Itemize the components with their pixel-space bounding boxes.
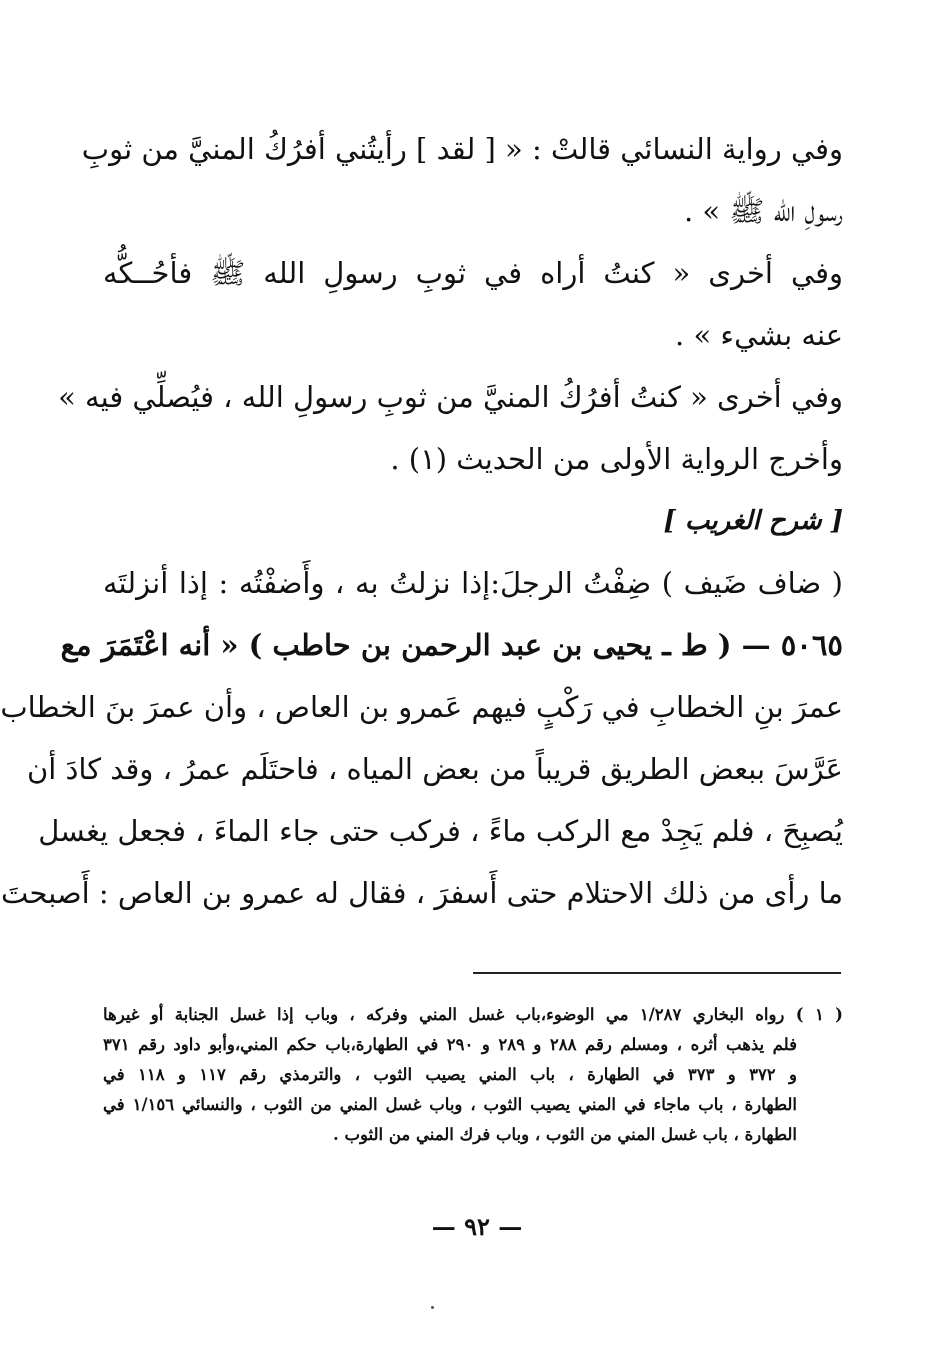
- hadith-line: يُصبِحَ ، فلم يَجِدْ مع الركب ماءً ، فركب حتى جاء الماءَ ، فجعل يغسل: [38, 814, 843, 848]
- footnote-line: و ٣٧٢ و ٣٧٣ في الطهارة ، باب المني يصيب الثوب ، والترمذي رقم ١١٧ و ١١٨ في: [103, 1065, 797, 1084]
- section-heading: [ شرح الغريب ]: [663, 506, 843, 536]
- footnote-line: ( ١ ) رواه البخاري ١/٢٨٧ مي الوضوء،باب غسل المني وفركه ، وباب إذا غسل الجنابة أو غيرها: [103, 1005, 843, 1024]
- body-line: رسولِ الله ﷺ » .: [683, 194, 843, 228]
- scan-speck: [431, 1306, 434, 1309]
- footnote-line: فلم يذهب أثره ، ومسلم رقم ٢٨٨ و ٢٨٩ و ٢٩٠ في الطهارة،باب حكم المني،وأبو داود رقم ٣٧١: [103, 1035, 797, 1054]
- body-line: وأخرج الرواية الأولى من الحديث (١) .: [390, 442, 843, 476]
- gloss-line: ( ضاف ضَيف ) ضِفْتُ الرجلَ:إذا نزلتُ به ، وأَضفْتُه : إذا أنزلتَه: [103, 566, 843, 600]
- hadith-line: عَرَّسَ ببعض الطريق قريباً من بعض المياه ، فاحتَلَم عمرُ ، وقد كادَ أن: [26, 752, 843, 786]
- main-text-block: [0, 118, 843, 924]
- body-line: عنه بشيء » .: [675, 318, 843, 352]
- body-line: وفي أخرى « كنتُ أراه في ثوبِ رسولِ الله ﷺ فأحُــكُّه: [103, 256, 843, 290]
- footnote-divider: [473, 972, 841, 974]
- hadith-header-line: ٥٠٦٥ — ( ط ـ يحيى بن عبد الرحمن بن حاطب ) « أنه اعْتَمَرَ مع: [60, 628, 843, 662]
- footnotes-block: [103, 1000, 843, 1150]
- body-line: وفي رواية النسائي قالتْ : « [ لقد ] رأيتُني أفرُكُ المنيَّ من ثوبِ: [81, 132, 843, 166]
- hadith-line: ما رأى من ذلك الاحتلام حتى أَسفرَ ، فقال له عمرو بن العاص : أَصبحتَ: [1, 876, 843, 910]
- hadith-line: عمرَ بنِ الخطابِ في رَكْبٍ فيهم عَمرو بن العاص ، وأن عمرَ بنَ الخطاب: [0, 690, 843, 724]
- footnote-line: الطهارة ، باب ماجاء في المني يصيب الثوب ، وباب غسل المني من الثوب ، والنسائي ١/١٥٦ في: [103, 1095, 797, 1114]
- footnote-line: الطهارة ، باب غسل المني من الثوب ، وباب فرك المني من الثوب .: [332, 1125, 797, 1144]
- page-number: — ٩٢ —: [431, 1212, 523, 1241]
- body-line: وفي أخرى « كنتُ أفرُكُ المنيَّ من ثوبِ رسولِ الله ، فيُصلِّي فيه »: [58, 380, 843, 414]
